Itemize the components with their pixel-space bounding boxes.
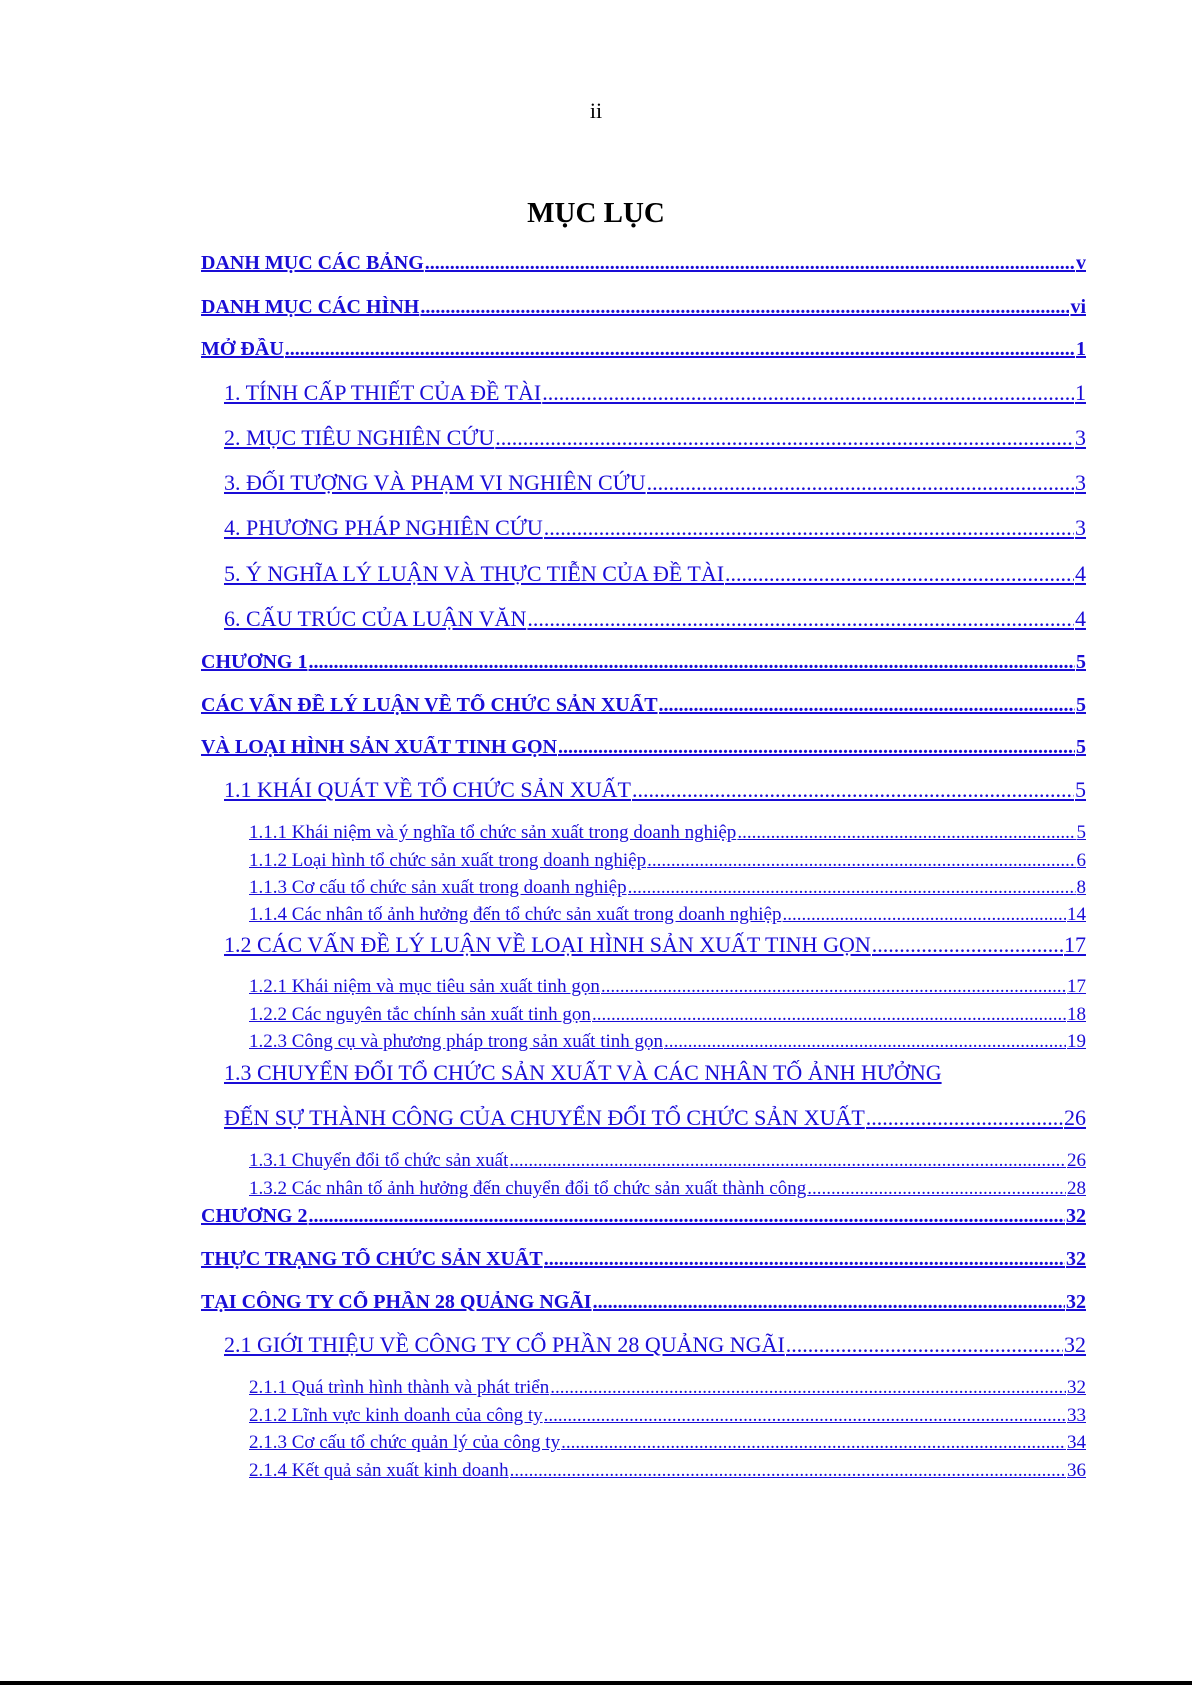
page-bottom-edge — [0, 1681, 1192, 1685]
toc-entry-3[interactable]: 3. ĐỐI TƯỢNG VÀ PHẠM VI NGHIÊN CỨU ..... 3 — [224, 470, 1086, 496]
toc-entry-1-2-1[interactable]: 1.2.1 Khái niệm và mục tiêu sản xuất tinh gọn ..... 17 — [249, 976, 1086, 998]
toc-entry-chuong-1-title-a[interactable]: CÁC VẤN ĐỀ LÝ LUẬN VỀ TỔ CHỨC SẢN XUẤT ..... 5 — [201, 694, 1086, 717]
toc-entry-4[interactable]: 4. PHƯƠNG PHÁP NGHIÊN CỨU ..... 3 — [224, 515, 1086, 541]
toc-entry-1-2-2[interactable]: 1.2.2 Các nguyên tắc chính sản xuất tinh gọn ..... 18 — [249, 1004, 1086, 1026]
toc-entry-chuong-1-title-b[interactable]: VÀ LOẠI HÌNH SẢN XUẤT TINH GỌN ..... 5 — [201, 736, 1086, 759]
toc-entry-1-1-1[interactable]: 1.1.1 Khái niệm và ý nghĩa tổ chức sản xuất trong doanh nghiệp ..... 5 — [249, 822, 1086, 844]
toc-entry-1-3-1[interactable]: 1.3.1 Chuyển đổi tổ chức sản xuất ..... 26 — [249, 1150, 1086, 1172]
toc-entry-1-1-4[interactable]: 1.1.4 Các nhân tố ảnh hưởng đến tổ chức sản xuất trong doanh nghiệp ..... 14 — [249, 904, 1086, 926]
toc-title: MỤC LỤC — [527, 197, 665, 229]
toc-entry-chuong-1[interactable]: CHƯƠNG 1 ..... 5 — [201, 651, 1086, 674]
toc-entry-chuong-2-title-b[interactable]: TẠI CÔNG TY CỔ PHẦN 28 QUẢNG NGÃI ..... 32 — [201, 1291, 1086, 1314]
toc-entry-1-3-b[interactable]: ĐẾN SỰ THÀNH CÔNG CỦA CHUYỂN ĐỔI TỔ CHỨC SẢN XUẤT ..... 26 — [224, 1105, 1086, 1131]
toc-entry-chuong-2[interactable]: CHƯƠNG 2 ..... 32 — [201, 1205, 1086, 1228]
toc-entry-2-1-3[interactable]: 2.1.3 Cơ cấu tổ chức quản lý của công ty ..... 34 — [249, 1432, 1086, 1454]
toc-entry-1[interactable]: 1. TÍNH CẤP THIẾT CỦA ĐỀ TÀI ..... 1 — [224, 380, 1086, 406]
toc-entry-6[interactable]: 6. CẤU TRÚC CỦA LUẬN VĂN ..... 4 — [224, 606, 1086, 632]
page-number: ii — [589, 98, 603, 123]
toc-entry-1-1-3[interactable]: 1.1.3 Cơ cấu tổ chức sản xuất trong doanh nghiệp ..... 8 — [249, 877, 1086, 899]
toc-entry-1-1-2[interactable]: 1.1.2 Loại hình tổ chức sản xuất trong doanh nghiệp ..... 6 — [249, 850, 1086, 872]
toc-entry-5[interactable]: 5. Ý NGHĨA LÝ LUẬN VÀ THỰC TIỄN CỦA ĐỀ TÀI ..... 4 — [224, 561, 1086, 587]
toc-entry-2-1-1[interactable]: 2.1.1 Quá trình hình thành và phát triển ..... 32 — [249, 1377, 1086, 1399]
toc-entry-danh-muc-bang[interactable]: DANH MỤC CÁC BẢNG ..... v — [201, 252, 1086, 275]
toc-entry-1-2-3[interactable]: 1.2.3 Công cụ và phương pháp trong sản xuất tinh gọn ..... 19 — [249, 1031, 1086, 1053]
toc-entry-2-1[interactable]: 2.1 GIỚI THIỆU VỀ CÔNG TY CỔ PHẦN 28 QUẢNG NGÃI ..... 32 — [224, 1332, 1086, 1358]
toc-entry-1-2[interactable]: 1.2 CÁC VẤN ĐỀ LÝ LUẬN VỀ LOẠI HÌNH SẢN XUẤT TINH GỌN ..... 17 — [224, 932, 1086, 958]
toc-entry-2[interactable]: 2. MỤC TIÊU NGHIÊN CỨU ..... 3 — [224, 425, 1086, 451]
toc-entry-1-1[interactable]: 1.1 KHÁI QUÁT VỀ TỔ CHỨC SẢN XUẤT ..... 5 — [224, 777, 1086, 803]
toc-entry-2-1-4[interactable]: 2.1.4 Kết quả sản xuất kinh doanh ..... 36 — [249, 1460, 1086, 1482]
toc-entry-chuong-2-title-a[interactable]: THỰC TRẠNG TỔ CHỨC SẢN XUẤT ..... 32 — [201, 1248, 1086, 1271]
toc-entry-1-3-2[interactable]: 1.3.2 Các nhân tố ảnh hưởng đến chuyển đổi tổ chức sản xuất thành công ..... 28 — [249, 1178, 1086, 1200]
toc-entry-mo-dau[interactable]: MỞ ĐẦU ..... 1 — [201, 338, 1086, 361]
toc-entry-2-1-2[interactable]: 2.1.2 Lĩnh vực kinh doanh của công ty ..... 33 — [249, 1405, 1086, 1427]
toc-entry-1-3-a[interactable]: 1.3 CHUYỂN ĐỔI TỔ CHỨC SẢN XUẤT VÀ CÁC NHÂN TỐ ẢNH HƯỞNG — [224, 1060, 942, 1085]
toc-entry-danh-muc-hinh[interactable]: DANH MỤC CÁC HÌNH ..... vi — [201, 296, 1086, 319]
